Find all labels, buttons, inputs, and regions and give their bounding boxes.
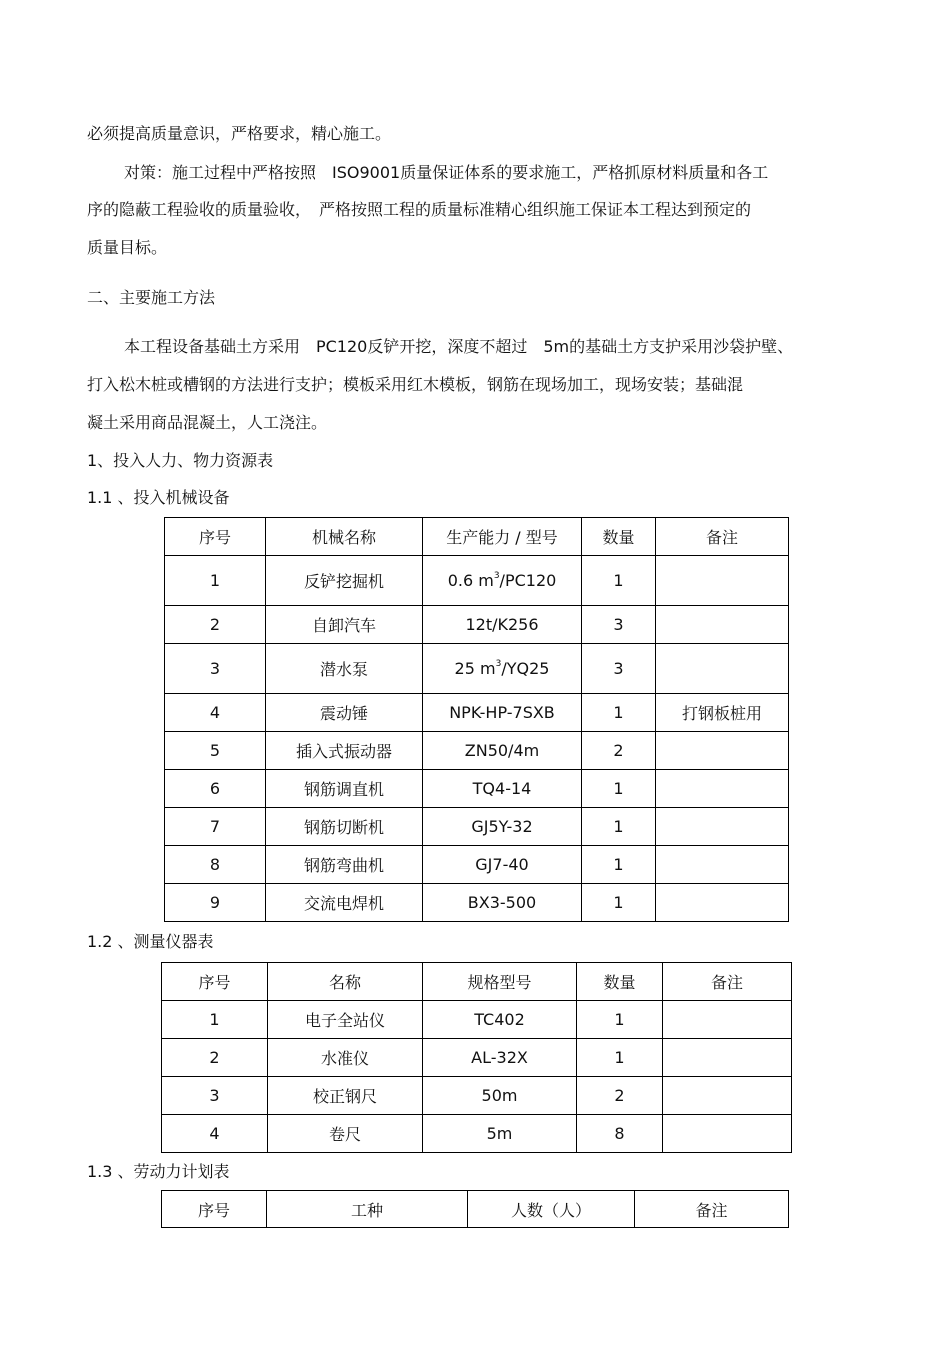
header-cell: 序号 [162, 1191, 267, 1228]
machine-note [656, 732, 789, 770]
table-row [165, 770, 789, 808]
instrument-name: 水准仪 [268, 1039, 423, 1077]
header-cell: 数量 [582, 518, 656, 556]
subsection-heading: 1、投入人力、物力资源表 [87, 451, 274, 470]
machine-note [656, 808, 789, 846]
paragraph-line: 必须提高质量意识，严格要求，精心施工。 [87, 124, 392, 143]
instrument-spec: AL-32X [423, 1039, 577, 1077]
table-row [165, 808, 789, 846]
row-number: 9 [165, 884, 266, 922]
row-number: 2 [165, 606, 266, 644]
machine-qty: 1 [582, 846, 656, 884]
machine-spec: 25 $m^3/YQ25$ [423, 644, 582, 694]
paragraph-line: 对策：施工过程中严格按照 ISO9001质量保证体系的要求施工，严格抓原材料质量和各工 [124, 163, 769, 182]
machine-name: 交流电焊机 [266, 884, 423, 922]
machine-spec: TQ4-14 [423, 770, 582, 808]
instrument-spec: 5m [423, 1115, 577, 1153]
machine-spec: ZN50/4m [423, 732, 582, 770]
row-number: 7 [165, 808, 266, 846]
labor-table [161, 1190, 789, 1228]
header-cell: 规格型号 [423, 963, 577, 1001]
table2-caption: 1.2 、测量仪器表 [87, 932, 214, 951]
row-number: 4 [165, 694, 266, 732]
table-header-row [165, 518, 789, 556]
table-row [165, 846, 789, 884]
header-cell: 生产能力 / 型号 [423, 518, 582, 556]
header-cell: 机械名称 [266, 518, 423, 556]
machine-name: 潜水泵 [266, 644, 423, 694]
table-header-row [162, 963, 792, 1001]
table1-caption: 1.1 、投入机械设备 [87, 488, 230, 507]
table-row [162, 1115, 792, 1153]
instrument-note [663, 1039, 792, 1077]
instrument-name: 校正钢尺 [268, 1077, 423, 1115]
instrument-table [161, 962, 792, 1153]
machine-name: 反铲挖掘机 [266, 556, 423, 606]
machine-spec: BX3-500 [423, 884, 582, 922]
machine-qty: 2 [582, 732, 656, 770]
row-number: 3 [165, 644, 266, 694]
machine-name: 钢筋调直机 [266, 770, 423, 808]
section-heading: 二、主要施工方法 [87, 288, 216, 307]
table-row [165, 644, 789, 694]
machine-spec: 0.6 $m^3/PC120$ [423, 556, 582, 606]
table-row [165, 694, 789, 732]
header-cell: 备注 [656, 518, 789, 556]
instrument-note [663, 1115, 792, 1153]
machine-qty: 3 [582, 606, 656, 644]
header-cell: 备注 [663, 963, 792, 1001]
header-cell: 序号 [162, 963, 268, 1001]
table-row [162, 1001, 792, 1039]
instrument-qty: 2 [577, 1077, 663, 1115]
table-row [165, 606, 789, 644]
row-number: 3 [162, 1077, 268, 1115]
row-number: 8 [165, 846, 266, 884]
machine-spec: NPK-HP-7SXB [423, 694, 582, 732]
machine-qty: 1 [582, 556, 656, 606]
paragraph-line: 打入松木桩或槽钢的方法进行支护；模板采用红木模板，钢筋在现场加工，现场安装；基础混 [87, 375, 744, 394]
machine-qty: 3 [582, 644, 656, 694]
instrument-name: 卷尺 [268, 1115, 423, 1153]
machine-qty: 1 [582, 694, 656, 732]
machine-note: 打钢板桩用 [656, 694, 789, 732]
instrument-note [663, 1077, 792, 1115]
paragraph-line: 质量目标。 [87, 238, 168, 257]
row-number: 6 [165, 770, 266, 808]
row-number: 5 [165, 732, 266, 770]
instrument-spec: TC402 [423, 1001, 577, 1039]
instrument-qty: 8 [577, 1115, 663, 1153]
instrument-spec: 50m [423, 1077, 577, 1115]
table-header-row [162, 1191, 789, 1228]
header-cell: 备注 [635, 1191, 789, 1228]
instrument-qty: 1 [577, 1039, 663, 1077]
machine-qty: 1 [582, 770, 656, 808]
instrument-qty: 1 [577, 1001, 663, 1039]
instrument-name: 电子全站仪 [268, 1001, 423, 1039]
header-cell: 工种 [267, 1191, 468, 1228]
table-row [165, 556, 789, 606]
header-cell: 人数（人） [468, 1191, 635, 1228]
table-row [162, 1039, 792, 1077]
machine-name: 钢筋弯曲机 [266, 846, 423, 884]
machine-spec: 12t/K256 [423, 606, 582, 644]
machine-name: 插入式振动器 [266, 732, 423, 770]
row-number: 1 [162, 1001, 268, 1039]
machine-note [656, 644, 789, 694]
machine-note [656, 846, 789, 884]
machine-spec: GJ5Y-32 [423, 808, 582, 846]
row-number: 4 [162, 1115, 268, 1153]
header-cell: 序号 [165, 518, 266, 556]
paragraph-line: 本工程设备基础土方采用 PC120反铲开挖，深度不超过 5m的基础土方支护采用沙袋护壁、 [124, 337, 794, 356]
machine-spec: GJ7-40 [423, 846, 582, 884]
paragraph-line: 序的隐蔽工程验收的质量验收， 严格按照工程的质量标准精心组织施工保证本工程达到预定的 [87, 200, 752, 219]
machine-note [656, 606, 789, 644]
machine-note [656, 770, 789, 808]
machine-name: 钢筋切断机 [266, 808, 423, 846]
header-cell: 名称 [268, 963, 423, 1001]
machine-name: 自卸汽车 [266, 606, 423, 644]
header-cell: 数量 [577, 963, 663, 1001]
table-row [165, 884, 789, 922]
row-number: 1 [165, 556, 266, 606]
machine-name: 震动锤 [266, 694, 423, 732]
table-row [165, 732, 789, 770]
machinery-table [164, 517, 789, 922]
machine-note [656, 556, 789, 606]
machine-qty: 1 [582, 808, 656, 846]
machine-note [656, 884, 789, 922]
table-row [162, 1077, 792, 1115]
paragraph-line: 凝土采用商品混凝土，人工浇注。 [87, 413, 328, 432]
machine-qty: 1 [582, 884, 656, 922]
instrument-note [663, 1001, 792, 1039]
row-number: 2 [162, 1039, 268, 1077]
table3-caption: 1.3 、劳动力计划表 [87, 1162, 230, 1181]
